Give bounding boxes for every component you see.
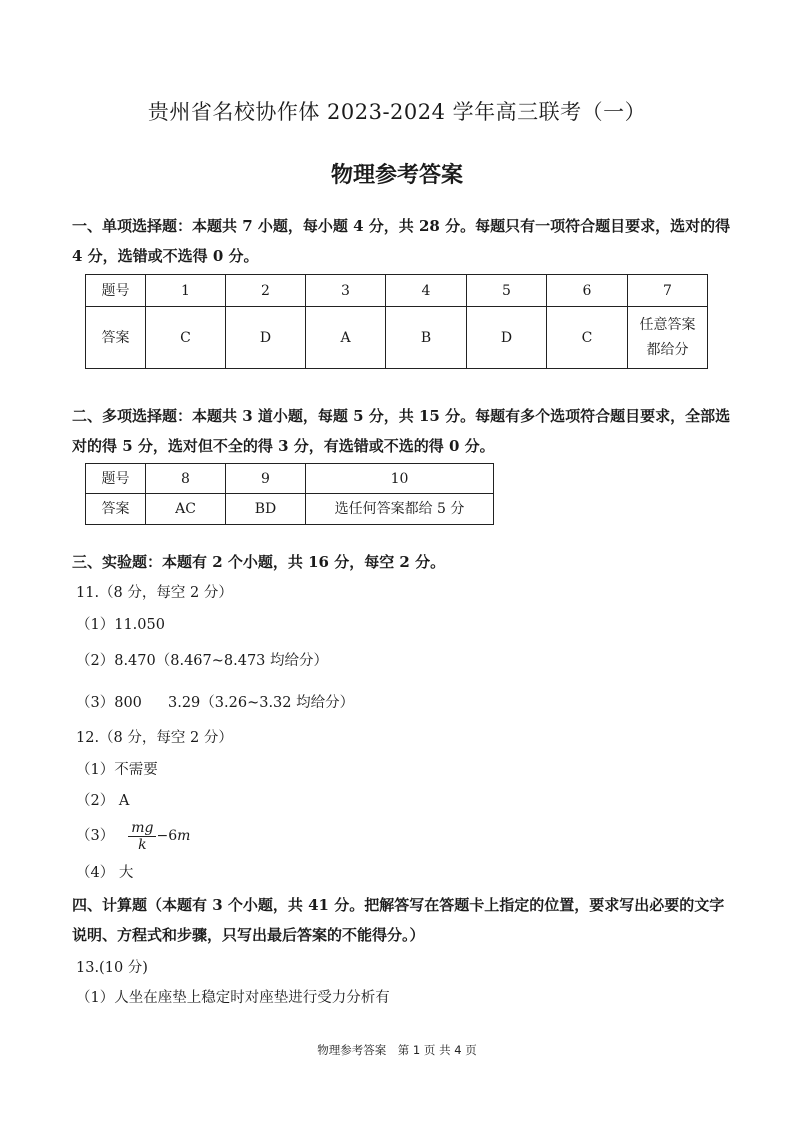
fraction-denominator: k	[138, 836, 147, 853]
q11-answer-2: （2）8.470（8.467~8.473 均给分）	[76, 653, 329, 669]
section2-table	[85, 463, 494, 525]
mass-variable: m	[177, 828, 191, 844]
q12-header: 12.（8 分，每空 2 分）	[76, 730, 233, 746]
question-number: 8	[146, 464, 226, 494]
answer-cell: BD	[226, 494, 306, 525]
section3-heading: 三、实验题：本题有 2 个小题，共 16 分，每空 2 分。	[72, 553, 446, 571]
table-row	[86, 307, 708, 369]
section4-heading: 四、计算题（本题有 3 个小题，共 41 分。把解答写在答题卡上指定的位置，要求写出必要的文字说明、方程式和步骤，只写出最后答案的不能得分。）	[72, 896, 725, 944]
answer-cell: D	[226, 307, 306, 369]
q11-answer-3a: （3）800	[76, 695, 142, 711]
q11-answer-1: （1）11.050	[76, 617, 165, 633]
minus-coefficient: −6	[156, 828, 178, 844]
q12-answer-1: （1）不需要	[76, 762, 158, 778]
answer-cell: D	[467, 307, 547, 369]
question-number: 3	[306, 275, 386, 307]
answer-cell: AC	[146, 494, 226, 525]
question-number: 4	[386, 275, 467, 307]
question-number: 9	[226, 464, 306, 494]
table-row	[86, 464, 494, 494]
question-number: 1	[146, 275, 226, 307]
q13-answer-1: （1）人坐在座垫上稳定时对座垫进行受力分析有	[76, 990, 390, 1006]
answer-cell: C	[146, 307, 226, 369]
section2-heading: 二、多项选择题：本题共 3 道小题，每题 5 分，共 15 分。每题有多个选项符合题目要求，全部选对的得 5 分，选对但不全的得 3 分，有选错或不选的得 0 分。	[72, 407, 731, 455]
fraction	[128, 820, 156, 853]
q13-header: 13.(10 分)	[76, 960, 148, 976]
fraction-numerator: mg	[128, 820, 156, 837]
table-row	[86, 494, 494, 525]
document-title: 贵州省名校协作体 2023-2024 学年高三联考（一）	[147, 100, 647, 124]
q11-header: 11.（8 分，每空 2 分）	[76, 585, 233, 601]
q11-answer-3b: 3.29（3.26~3.32 均给分）	[168, 695, 355, 711]
minus-term	[156, 828, 190, 844]
answer-cell: A	[306, 307, 386, 369]
question-number: 6	[547, 275, 628, 307]
q12-answer-3-prefix: （3）	[76, 828, 115, 844]
section1-heading: 一、单项选择题：本题共 7 小题，每小题 4 分，共 28 分。每题只有一项符合题目要求，选对的得 4 分，选错或不选得 0 分。	[72, 217, 731, 265]
answer-cell: 选任何答案都给 5 分	[306, 494, 494, 525]
section1-table	[85, 274, 708, 369]
q12-answer-3	[76, 818, 190, 854]
document-subtitle: 物理参考答案	[330, 162, 463, 188]
row-label: 题号	[86, 275, 146, 307]
answer-cell: 任意答案都给分	[628, 307, 708, 369]
row-label: 题号	[86, 464, 146, 494]
table-row	[86, 275, 708, 307]
answer-cell: B	[386, 307, 467, 369]
page-footer: 物理参考答案 第 1 页 共 4 页	[317, 1043, 477, 1057]
q12-answer-4: （4） 大	[76, 865, 134, 881]
q12-answer-2: （2） A	[76, 793, 130, 809]
question-number: 10	[306, 464, 494, 494]
question-number: 2	[226, 275, 306, 307]
question-number: 7	[628, 275, 708, 307]
row-label: 答案	[86, 494, 146, 525]
question-number: 5	[467, 275, 547, 307]
row-label: 答案	[86, 307, 146, 369]
answer-cell: C	[547, 307, 628, 369]
